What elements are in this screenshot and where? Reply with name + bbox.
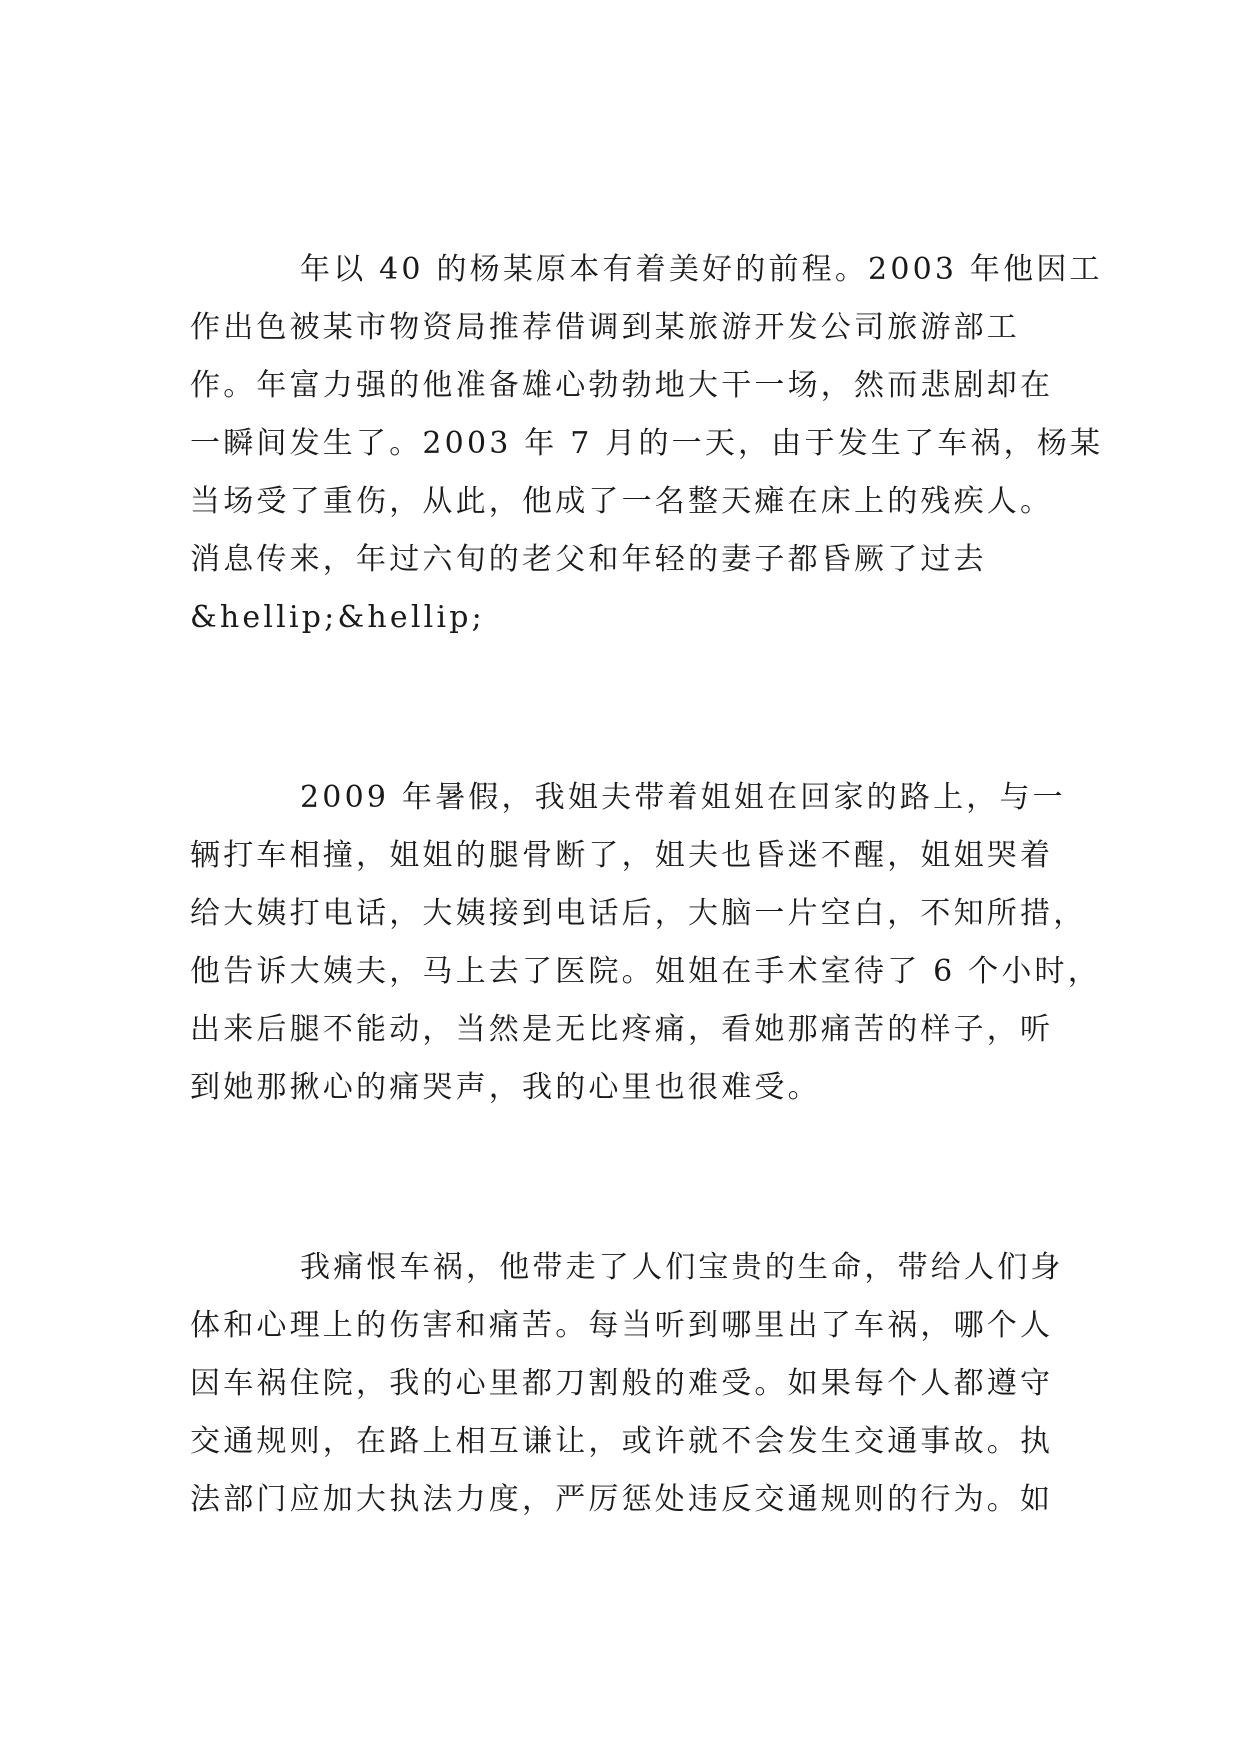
paragraph-line: 到她那揪心的痛哭声，我的心里也很难受。 [190, 1070, 821, 1105]
paragraph-line: 2009 年暑假，我姐夫带着姐姐在回家的路上，与一 [300, 780, 1066, 815]
paragraph-line: 一瞬间发生了。2003 年 7 月的一天，由于发生了车祸，杨某 [190, 426, 1104, 461]
paragraph-line: 辆打车相撞，姐姐的腿骨断了，姐夫也昏迷不醒，姐姐哭着 [190, 838, 1054, 873]
paragraph-line: 当场受了重伤，从此，他成了一名整天瘫在床上的残疾人。 [190, 484, 1054, 519]
paragraph-line: 我痛恨车祸，他带走了人们宝贵的生命，带给人们身 [300, 1250, 1064, 1285]
paragraph-line: 交通规则，在路上相互谦让，或许就不会发生交通事故。执 [190, 1424, 1054, 1459]
paragraph-line: 作出色被某市物资局推荐借调到某旅游开发公司旅游部工 [190, 310, 1020, 345]
paragraph-line: 法部门应加大执法力度，严厉惩处违反交通规则的行为。如 [190, 1482, 1054, 1517]
paragraph-line: 因车祸住院，我的心里都刀割般的难受。如果每个人都遵守 [190, 1366, 1054, 1401]
paragraph-line: 给大姨打电话，大姨接到电话后，大脑一片空白，不知所措， [190, 896, 1087, 931]
paragraph-line: &hellip;&hellip; [190, 600, 485, 635]
paragraph-line: 年以 40 的杨某原本有着美好的前程。2003 年他因工 [300, 252, 1103, 287]
paragraph-line: 消息传来，年过六旬的老父和年轻的妻子都昏厥了过去 [190, 542, 987, 577]
paragraph-line: 他告诉大姨夫，马上去了医院。姐姐在手术室待了 6 个小时， [190, 954, 1101, 989]
paragraph-line: 出来后腿不能动，当然是无比疼痛，看她那痛苦的样子，听 [190, 1012, 1054, 1047]
paragraph-line: 作。年富力强的他准备雄心勃勃地大干一场，然而悲剧却在 [190, 368, 1054, 403]
paragraph-line: 体和心理上的伤害和痛苦。每当听到哪里出了车祸，哪个人 [190, 1308, 1054, 1343]
